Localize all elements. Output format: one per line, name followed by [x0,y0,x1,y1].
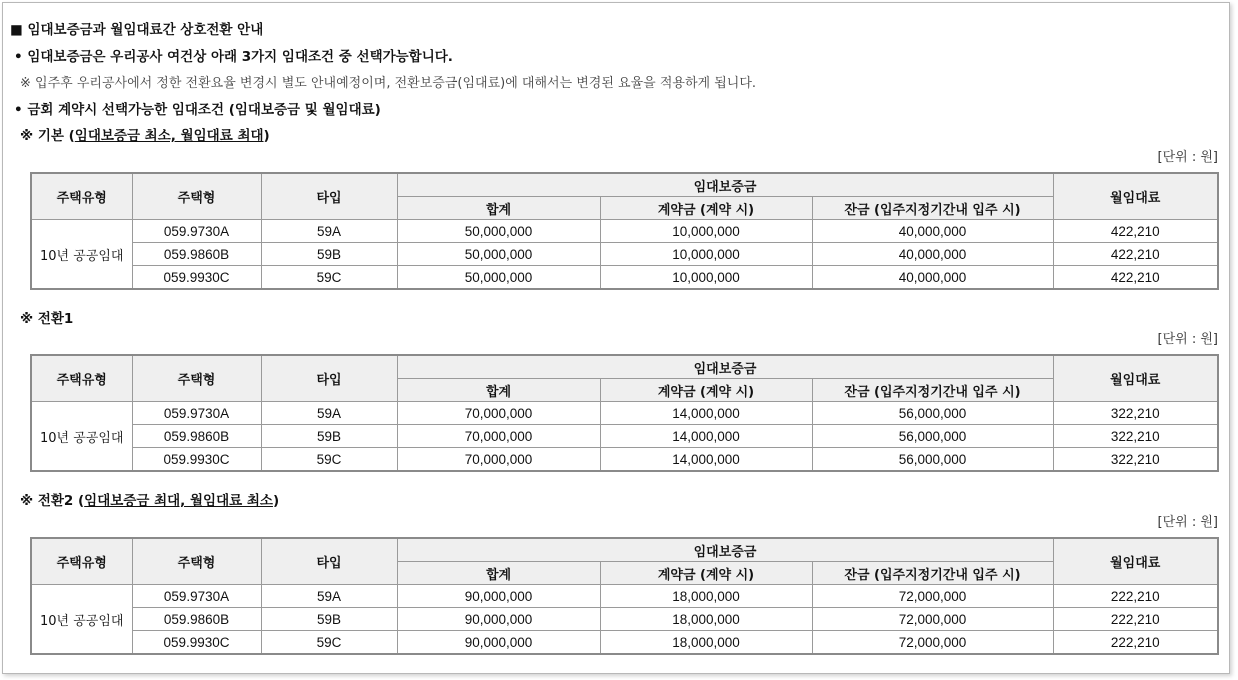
section-title-suffix: ) [263,128,270,144]
type-cell: 59A [261,402,397,425]
header-housing-model: 주택형 [132,355,261,402]
model-cell: 059.9860B [132,243,261,266]
header-contract: 계약금 (계약 시) [600,379,812,402]
model-cell: 059.9730A [132,402,261,425]
contract-cell: 14,000,000 [600,402,812,425]
balance-cell: 56,000,000 [812,448,1053,472]
model-cell: 059.9860B [132,608,261,631]
header-balance: 잔금 (입주지정기간내 입주 시) [812,379,1053,402]
header-deposit: 임대보증금 [397,173,1053,197]
housing-type-cell: 10년 공공임대 [31,220,132,290]
header-type: 타입 [261,355,397,402]
header-monthly-rent: 월임대료 [1053,355,1218,402]
notice-title: ■ 임대보증금과 월임대료간 상호전환 안내 [10,22,264,38]
section-title-underlined: 임대보증금 최대, 월임대료 최소 [84,493,273,509]
section-title-prefix: ※ 기본 ( [20,128,75,144]
total-cell: 50,000,000 [397,266,600,290]
rent-table-conversion1 [30,354,1219,472]
balance-cell: 40,000,000 [812,220,1053,243]
contract-cell: 10,000,000 [600,220,812,243]
housing-type-cell: 10년 공공임대 [31,402,132,472]
monthly-cell: 322,210 [1053,448,1218,472]
header-deposit: 임대보증금 [397,538,1053,562]
header-type: 타입 [261,173,397,220]
type-cell: 59B [261,608,397,631]
contract-cell: 18,000,000 [600,608,812,631]
section-title-suffix: ) [272,493,280,509]
header-balance: 잔금 (입주지정기간내 입주 시) [812,562,1053,585]
bullet-selectable-conditions: • 임대보증금은 우리공사 여건상 아래 3가지 임대조건 중 선택가능합니다. [14,49,453,65]
total-cell: 70,000,000 [397,448,600,472]
type-cell: 59C [261,448,397,472]
contract-cell: 14,000,000 [600,425,812,448]
unit-label: [단위 : 원] [1157,515,1218,530]
unit-label: [단위 : 원] [1157,332,1218,347]
table-row [31,631,1218,655]
balance-cell: 72,000,000 [812,631,1053,655]
table-row [31,608,1218,631]
monthly-cell: 322,210 [1053,402,1218,425]
table-row [31,220,1218,243]
header-type: 타입 [261,538,397,585]
section-title-conversion1 [20,307,73,327]
rate-change-note: ※ 입주후 우리공사에서 정한 전환요율 변경시 별도 안내예정이며, 전환보증금(임대료)에 대해서는 변경된 요율을 적용하게 됩니다. [20,76,757,91]
type-cell: 59A [261,220,397,243]
monthly-cell: 422,210 [1053,243,1218,266]
model-cell: 059.9930C [132,448,261,472]
header-balance: 잔금 (입주지정기간내 입주 시) [812,197,1053,220]
monthly-cell: 222,210 [1053,608,1218,631]
monthly-cell: 422,210 [1053,266,1218,290]
contract-cell: 18,000,000 [600,631,812,655]
contract-cell: 18,000,000 [600,585,812,608]
housing-type-cell: 10년 공공임대 [31,585,132,655]
section-title-underlined: 임대보증금 최소, 월임대료 최대 [74,128,264,144]
monthly-cell: 322,210 [1053,425,1218,448]
header-total: 합계 [397,197,600,220]
table-row [31,585,1218,608]
rent-table-conversion2 [30,537,1219,655]
contract-cell: 10,000,000 [600,266,812,290]
total-cell: 50,000,000 [397,243,600,266]
type-cell: 59C [261,266,397,290]
header-monthly-rent: 월임대료 [1053,173,1218,220]
section-title-prefix: ※ 전환1 [20,311,74,327]
type-cell: 59B [261,243,397,266]
rent-table-basic [30,172,1219,290]
model-cell: 059.9730A [132,585,261,608]
header-deposit: 임대보증금 [397,355,1053,379]
total-cell: 90,000,000 [397,585,600,608]
contract-cell: 14,000,000 [600,448,812,472]
table-row [31,402,1218,425]
type-cell: 59C [261,631,397,655]
total-cell: 90,000,000 [397,631,600,655]
balance-cell: 40,000,000 [812,266,1053,290]
model-cell: 059.9860B [132,425,261,448]
table-row [31,243,1218,266]
balance-cell: 72,000,000 [812,608,1053,631]
monthly-cell: 222,210 [1053,585,1218,608]
header-housing-model: 주택형 [132,538,261,585]
model-cell: 059.9930C [132,631,261,655]
balance-cell: 40,000,000 [812,243,1053,266]
balance-cell: 56,000,000 [812,402,1053,425]
contract-cell: 10,000,000 [600,243,812,266]
model-cell: 059.9730A [132,220,261,243]
section-title-basic [20,124,270,144]
header-monthly-rent: 월임대료 [1053,538,1218,585]
header-housing-type: 주택유형 [31,173,132,220]
monthly-cell: 422,210 [1053,220,1218,243]
balance-cell: 56,000,000 [812,425,1053,448]
header-total: 합계 [397,379,600,402]
model-cell: 059.9930C [132,266,261,290]
table-row [31,266,1218,290]
header-housing-type: 주택유형 [31,538,132,585]
total-cell: 90,000,000 [397,608,600,631]
section-title-conversion2 [20,489,279,509]
unit-label: [단위 : 원] [1157,150,1218,165]
header-total: 합계 [397,562,600,585]
header-housing-model: 주택형 [132,173,261,220]
header-contract: 계약금 (계약 시) [600,197,812,220]
bullet-contract-conditions: • 금회 계약시 선택가능한 임대조건 (임대보증금 및 월임대료) [14,102,381,118]
total-cell: 70,000,000 [397,425,600,448]
type-cell: 59B [261,425,397,448]
type-cell: 59A [261,585,397,608]
header-housing-type: 주택유형 [31,355,132,402]
header-contract: 계약금 (계약 시) [600,562,812,585]
section-title-prefix: ※ 전환2 ( [20,493,85,509]
table-row [31,425,1218,448]
total-cell: 50,000,000 [397,220,600,243]
table-row [31,448,1218,472]
balance-cell: 72,000,000 [812,585,1053,608]
total-cell: 70,000,000 [397,402,600,425]
monthly-cell: 222,210 [1053,631,1218,655]
